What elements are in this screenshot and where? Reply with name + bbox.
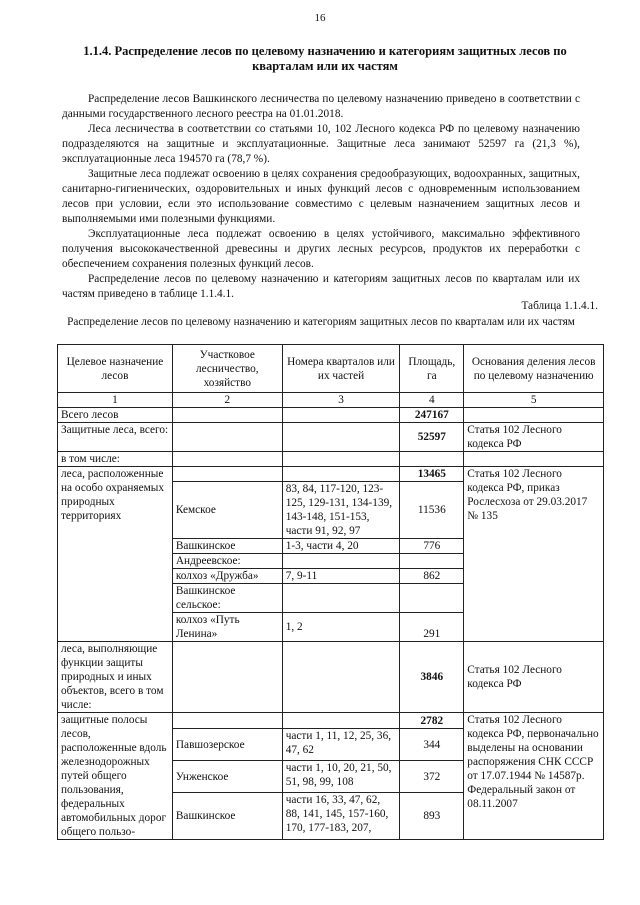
column-number: 5 [464, 393, 604, 408]
column-number: 2 [172, 393, 282, 408]
area-cell: 247167 [400, 408, 464, 423]
purpose-cell: леса, выполняющие функции защиты природных и иных объектов, всего в том числе: [58, 642, 173, 713]
table-row [58, 713, 604, 729]
column-number: 3 [282, 393, 400, 408]
forestry-cell: Павшозерское [172, 729, 282, 761]
quarters-cell: 1, 2 [282, 613, 400, 642]
area-cell: 2782 [400, 713, 464, 729]
basis-cell: Статья 102 Лесного кодекса РФ, первоначально выделены на основании распоряжения СНК СССР от 17.07.1944 № 14587р. Федеральный закон от 08.11.2007 [464, 713, 604, 840]
table-row [58, 408, 604, 423]
header-cell: Основания деления лесов по целевому назначению [464, 345, 604, 393]
header-cell: Целевое назначение лесов [58, 345, 173, 393]
paragraph: Распределение лесов по целевому назначению и категориям защитных лесов по кварталам или их частям приведено в таблице 1.1.4.1. [62, 273, 580, 300]
purpose-cell: в том числе: [58, 452, 173, 467]
quarters-cell: части 1, 10, 20, 21, 50, 51, 98, 99, 108 [282, 761, 400, 793]
forestry-cell: колхоз «Путь Ленина» [172, 613, 282, 642]
forestry-cell: Вашкинское сельское: [172, 584, 282, 613]
area-cell: 893 [400, 792, 464, 839]
area-cell: 52597 [400, 423, 464, 452]
table-row [58, 452, 604, 467]
table-row [58, 423, 604, 452]
quarters-cell: 7, 9-11 [282, 569, 400, 584]
quarters-cell [282, 584, 400, 613]
area-cell [400, 554, 464, 569]
purpose-cell: Защитные леса, всего: [58, 423, 173, 452]
page-number: 16 [314, 12, 326, 24]
forestry-cell: колхоз «Дружба» [172, 569, 282, 584]
area-cell [400, 584, 464, 613]
forestry-cell: Андреевское: [172, 554, 282, 569]
area-cell: 344 [400, 729, 464, 761]
area-cell: 3846 [400, 642, 464, 713]
section-title: 1.1.4. Распределение лесов по целевому назначению и категориям защитных лесов по кварталам или их частям [83, 44, 567, 73]
basis-cell: Статья 102 Лесного кодекса РФ [464, 423, 604, 452]
basis-cell: Статья 102 Лесного кодекса РФ [464, 642, 604, 713]
area-cell: 372 [400, 761, 464, 793]
paragraph: Эксплуатационные леса подлежат освоению в целях устойчивого, максимально эффективного получения высококачественной древесины и других лесных ресурсов, продуктов их переработки с обеспечением сохранения полезных функций лесов. [62, 228, 580, 270]
column-number: 4 [400, 393, 464, 408]
purpose-cell: защитные полосы лесов, расположенные вдоль железнодорожных путей общего пользования, федеральных автомобильных дорог общего пользо- [58, 713, 173, 840]
area-cell: 862 [400, 569, 464, 584]
paragraph: Распределение лесов Вашкинского лесничества по целевому назначению приведено в соответствии с данными государственного лесного реестра на 01.01.2018. [62, 93, 580, 120]
forestry-cell: Кемское [172, 482, 282, 539]
body-text [62, 92, 580, 302]
header-cell: Участковое лесничество, хозяйство [172, 345, 282, 393]
column-number: 1 [58, 393, 173, 408]
area-cell: 11536 [400, 482, 464, 539]
quarters-cell: части 16, 33, 47, 62, 88, 141, 145, 157-160, 170, 177-183, 207, [282, 792, 400, 839]
purpose-cell: леса, расположенные на особо охраняемых природных территориях [58, 467, 173, 642]
forestry-cell: Унженское [172, 761, 282, 793]
area-cell: 291 [400, 613, 464, 642]
quarters-cell: 83, 84, 117-120, 123-125, 129-131, 134-139, 143-148, 151-153, части 91, 92, 97 [282, 482, 400, 539]
table-label: Таблица 1.1.4.1. [521, 300, 598, 312]
quarters-cell: части 1, 11, 12, 25, 36, 47, 62 [282, 729, 400, 761]
column-numbers-row [58, 393, 604, 408]
forestry-cell: Вашкинское [172, 539, 282, 554]
area-cell: 776 [400, 539, 464, 554]
table-row [58, 642, 604, 713]
table-caption: Распределение лесов по целевому назначению и категориям защитных лесов по кварталам или их частям [67, 316, 575, 328]
header-cell: Номера кварталов или их частей [282, 345, 400, 393]
quarters-cell [282, 554, 400, 569]
basis-cell: Статья 102 Лесного кодекса РФ, приказ Рослесхоза от 29.03.2017 № 135 [464, 467, 604, 642]
table-row [58, 467, 604, 482]
header-cell: Площадь, га [400, 345, 464, 393]
paragraph: Леса лесничества в соответствии со статьями 10, 102 Лесного кодекса РФ по целевому назначению подразделяются на защитные и эксплуатационные. Защитные леса занимают 52597 га (21,3 %), эксплуатационные леса 194570 га (78,7 %). [62, 123, 580, 165]
forestry-cell: Вашкинское [172, 792, 282, 839]
forest-distribution-table [57, 344, 604, 840]
quarters-cell: 1-3, части 4, 20 [282, 539, 400, 554]
table-header-row [58, 345, 604, 393]
area-cell: 13465 [400, 467, 464, 482]
paragraph: Защитные леса подлежат освоению в целях сохранения средообразующих, водоохранных, защитных, санитарно-гигиенических, оздоровительных и иных функций лесов с одновременным использованием лесов при условии, если это использование совместимо с целевым назначением защитных лесов и выполняемыми ими полезными функциями. [62, 168, 580, 225]
purpose-cell: Всего лесов [58, 408, 173, 423]
